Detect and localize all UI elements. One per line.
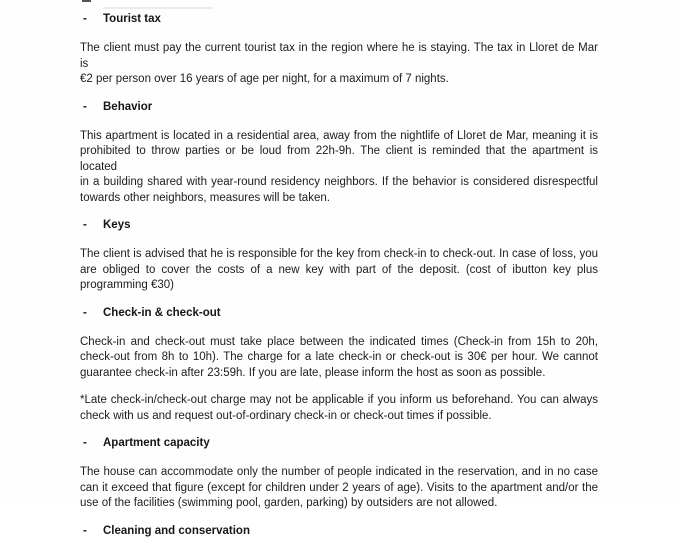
document-content: [80, 0, 598, 553]
bullet-dash: -: [83, 524, 87, 537]
paragraph: [80, 129, 598, 207]
section-heading-row: [80, 12, 598, 27]
paragraph-line: prohibited to throw parties or be loud from 22h-9h. The client is reminded that the apartment is located: [80, 145, 598, 173]
section-heading-row: [80, 218, 598, 233]
document-section: [80, 524, 598, 539]
section-heading: Behavior: [103, 100, 153, 113]
paragraph-line: €2 per person over 16 years of age per night, for a maximum of 7 nights.: [80, 73, 449, 85]
document-section: [80, 218, 598, 294]
paragraph-line: Check-in and check-out must take place between the indicated times (Check-in from 15h to 20h,: [80, 335, 598, 348]
section-heading: Keys: [103, 219, 131, 231]
paragraph-line: check with us and request out-of-ordinary check-in or check-out times if possible.: [80, 409, 492, 422]
section-heading: Apartment capacity: [103, 437, 210, 449]
section-heading: Cleaning and conservation: [103, 524, 250, 537]
bullet-dash: -: [83, 219, 87, 231]
section-heading-row: [80, 436, 598, 451]
document-section: [80, 100, 598, 207]
document-section: [80, 12, 598, 88]
paragraph-line: programming €30): [80, 279, 174, 291]
paragraph-line: The client is advised that he is responsible for the key from check-in to check-out. In case of loss, you: [80, 248, 598, 260]
paragraph-line: guarantee check-in after 23:59h. If you are late, please inform the host as soon as possible.: [80, 366, 546, 379]
document-section: [80, 436, 598, 512]
paragraph-line: use of the facilities (swimming pool, garden, parking) by outsiders are not allowed.: [80, 497, 498, 509]
paragraph-line: *Late check-in/check-out charge may not be applicable if you inform us beforehand. You can always: [80, 394, 598, 406]
paragraph: [80, 393, 598, 424]
paragraph-line: check-out from 8h to 10h). The charge for a late check-in or check-out is 30€ per hour. We cannot: [80, 351, 598, 363]
section-heading-row: [80, 306, 598, 321]
paragraph-line: This apartment is located in a residential area, away from the nightlife of Lloret de Mar, meaning it is: [80, 129, 598, 142]
paragraph-line: The house can accommodate only the number of people indicated in the reservation, and in no case: [80, 466, 598, 478]
bullet-dash: -: [83, 306, 87, 319]
paragraph: [80, 41, 598, 88]
paragraph-line: in a building shared with year-round residency neighbors. If the behavior is considered disrespectful: [80, 176, 598, 188]
paragraph-line: The client must pay the current tourist tax in the region where he is staying. The tax in Lloret de Mar is: [80, 42, 598, 70]
paragraph-line: towards other neighbors, measures will be taken.: [80, 191, 330, 204]
paragraph: [80, 247, 598, 294]
section-heading: Tourist tax: [103, 13, 161, 25]
paragraph-line: are obliged to cover the costs of a new key with part of the deposit. (cost of ibutton key plus: [80, 263, 598, 276]
bullet-dash: -: [83, 437, 87, 449]
paragraph-line: can it exceed that figure (except for children under 2 years of age). Visits to the apartment and/or the: [80, 481, 598, 494]
paragraph: [80, 465, 598, 512]
section-heading-row: [80, 524, 598, 539]
bullet-dash: -: [83, 13, 87, 25]
section-heading-row: [80, 100, 598, 115]
section-heading: Check-in & check-out: [103, 306, 221, 319]
paragraph: [80, 335, 598, 382]
bullet-dash: -: [83, 100, 87, 113]
document-section: [80, 306, 598, 425]
